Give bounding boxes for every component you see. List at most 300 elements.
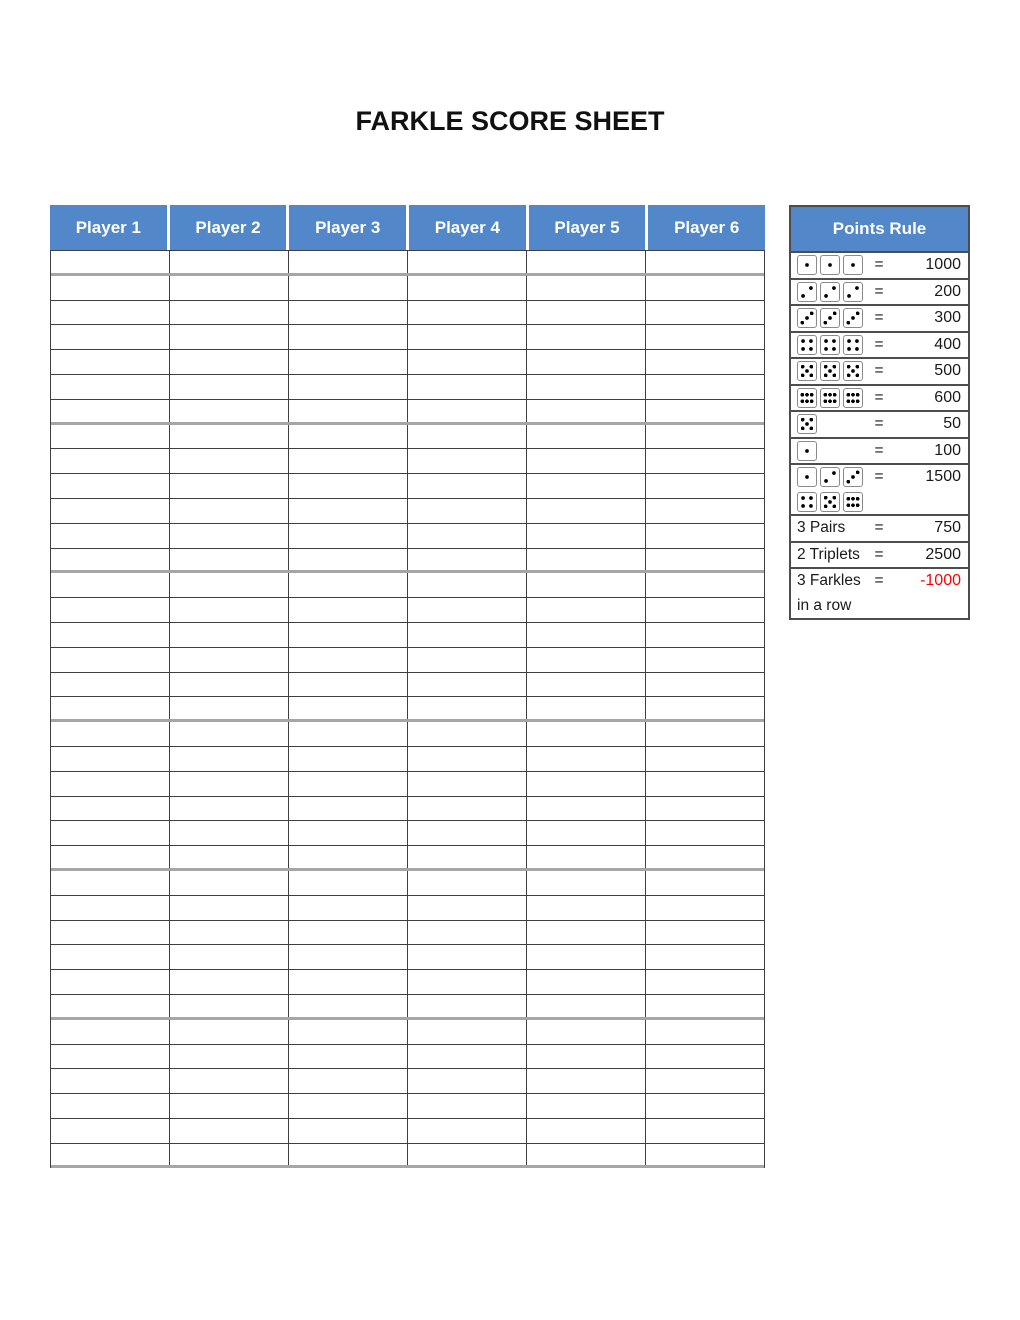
score-cell[interactable] — [646, 1069, 764, 1093]
score-cell[interactable] — [646, 425, 764, 449]
score-cell[interactable] — [408, 350, 527, 374]
die-4-icon — [797, 335, 817, 355]
score-cell[interactable] — [408, 474, 527, 498]
score-cell[interactable] — [51, 747, 170, 771]
score-cell[interactable] — [527, 449, 646, 473]
score-cell[interactable] — [527, 549, 646, 571]
score-cell[interactable] — [289, 896, 408, 920]
score-cell[interactable] — [408, 524, 527, 548]
score-cell[interactable] — [408, 1069, 527, 1093]
points-value: 200 — [934, 282, 961, 300]
score-cell[interactable] — [408, 846, 527, 868]
score-cell[interactable] — [527, 722, 646, 746]
score-cell[interactable] — [408, 301, 527, 325]
score-cell[interactable] — [408, 425, 527, 449]
score-cell[interactable] — [527, 747, 646, 771]
score-cell[interactable] — [51, 276, 170, 300]
score-cell[interactable] — [289, 970, 408, 994]
score-cell[interactable] — [408, 1020, 527, 1044]
score-cell[interactable] — [408, 449, 527, 473]
score-cell[interactable] — [289, 797, 408, 821]
score-cell[interactable] — [289, 375, 408, 399]
score-cell[interactable] — [51, 722, 170, 746]
score-cell[interactable] — [170, 400, 289, 422]
score-cell[interactable] — [646, 945, 764, 969]
equals-sign: = — [874, 388, 884, 406]
score-cell[interactable] — [170, 474, 289, 498]
score-cell[interactable] — [289, 400, 408, 422]
score-cell[interactable] — [527, 400, 646, 422]
score-cell[interactable] — [646, 995, 764, 1017]
equals-sign: = — [874, 309, 884, 326]
die-4-icon — [797, 492, 817, 512]
score-cell[interactable] — [170, 896, 289, 920]
score-cell[interactable] — [170, 375, 289, 399]
column-header-player-3: Player 3 — [289, 205, 406, 250]
die-6-icon — [843, 388, 863, 408]
score-cell[interactable] — [646, 673, 764, 697]
score-cell[interactable] — [51, 350, 170, 374]
dice-line — [797, 280, 866, 305]
score-cell[interactable] — [527, 1144, 646, 1166]
score-cell[interactable] — [170, 623, 289, 647]
score-cell[interactable] — [646, 350, 764, 374]
score-cell[interactable] — [170, 921, 289, 945]
score-cell[interactable] — [170, 573, 289, 597]
score-cell[interactable] — [51, 499, 170, 523]
score-row — [51, 871, 764, 896]
score-cell[interactable] — [646, 623, 764, 647]
score-cell[interactable] — [646, 524, 764, 548]
dice-line — [797, 333, 866, 358]
column-header-player-6: Player 6 — [648, 205, 765, 250]
score-cell[interactable] — [408, 797, 527, 821]
score-cell[interactable] — [51, 648, 170, 672]
score-cell[interactable] — [527, 1094, 646, 1118]
score-cell[interactable] — [289, 325, 408, 349]
score-cell[interactable] — [646, 722, 764, 746]
score-row — [51, 697, 764, 722]
score-cell[interactable] — [527, 1069, 646, 1093]
score-row — [51, 425, 764, 450]
score-cell[interactable] — [408, 945, 527, 969]
die-1-icon — [843, 255, 863, 275]
score-cell[interactable] — [646, 1144, 764, 1166]
score-cell[interactable] — [408, 648, 527, 672]
score-cell[interactable] — [51, 772, 170, 796]
score-cell[interactable] — [51, 1119, 170, 1143]
score-cell[interactable] — [51, 921, 170, 945]
points-value: 400 — [934, 335, 961, 353]
score-cell[interactable] — [646, 251, 764, 273]
score-cell[interactable] — [289, 846, 408, 868]
score-cell[interactable] — [527, 499, 646, 523]
score-cell[interactable] — [527, 1020, 646, 1044]
score-cell[interactable] — [646, 400, 764, 422]
score-cell[interactable] — [170, 499, 289, 523]
score-cell[interactable] — [408, 747, 527, 771]
score-cell[interactable] — [527, 325, 646, 349]
score-cell[interactable] — [170, 598, 289, 622]
die-4-icon — [843, 335, 863, 355]
points-value: 2500 — [925, 545, 961, 563]
score-cell[interactable] — [289, 1119, 408, 1143]
score-cell[interactable] — [646, 871, 764, 895]
score-row — [51, 995, 764, 1020]
dice-line — [797, 439, 866, 464]
score-cell[interactable] — [51, 1094, 170, 1118]
score-cell[interactable] — [170, 648, 289, 672]
score-cell[interactable] — [170, 1069, 289, 1093]
score-cell[interactable] — [408, 970, 527, 994]
score-cell[interactable] — [646, 896, 764, 920]
score-cell[interactable] — [527, 648, 646, 672]
score-cell[interactable] — [527, 598, 646, 622]
score-row — [51, 549, 764, 574]
score-cell[interactable] — [170, 871, 289, 895]
dice-combination — [797, 359, 866, 384]
score-cell[interactable] — [289, 425, 408, 449]
points-value: 100 — [934, 441, 961, 459]
die-6-icon — [820, 388, 840, 408]
die-5-icon — [797, 414, 817, 434]
points-rule-row — [791, 514, 968, 541]
score-cell[interactable] — [289, 301, 408, 325]
score-cell[interactable] — [170, 325, 289, 349]
score-cell[interactable] — [289, 623, 408, 647]
die-3-icon — [797, 308, 817, 328]
score-cell[interactable] — [646, 325, 764, 349]
dice-line — [797, 386, 866, 411]
score-cell[interactable] — [51, 573, 170, 597]
score-cell[interactable] — [527, 797, 646, 821]
score-cell[interactable] — [51, 1020, 170, 1044]
score-cell[interactable] — [527, 573, 646, 597]
score-cell[interactable] — [646, 821, 764, 845]
score-cell[interactable] — [289, 722, 408, 746]
die-2-icon — [820, 282, 840, 302]
points-rule-row — [791, 304, 968, 331]
score-cell[interactable] — [408, 623, 527, 647]
score-cell[interactable] — [527, 673, 646, 697]
score-cell[interactable] — [646, 1045, 764, 1069]
rule-label: 3 Farkles in a row — [797, 572, 861, 614]
score-cell[interactable] — [527, 524, 646, 548]
score-row — [51, 301, 764, 326]
score-cell[interactable] — [527, 921, 646, 945]
score-cell[interactable] — [408, 251, 527, 273]
score-cell[interactable] — [408, 400, 527, 422]
score-cell[interactable] — [51, 623, 170, 647]
score-cell[interactable] — [646, 797, 764, 821]
score-cell[interactable] — [408, 673, 527, 697]
score-cell[interactable] — [646, 474, 764, 498]
score-row — [51, 797, 764, 822]
score-cell[interactable] — [289, 598, 408, 622]
score-cell[interactable] — [646, 648, 764, 672]
score-cell[interactable] — [289, 1069, 408, 1093]
die-1-icon — [820, 255, 840, 275]
score-cell[interactable] — [527, 697, 646, 719]
score-cell[interactable] — [51, 1045, 170, 1069]
column-header-player-5: Player 5 — [529, 205, 646, 250]
score-cell[interactable] — [51, 1069, 170, 1093]
score-cell[interactable] — [646, 499, 764, 523]
die-6-icon — [843, 492, 863, 512]
score-cell[interactable] — [170, 276, 289, 300]
score-cell[interactable] — [170, 449, 289, 473]
score-cell[interactable] — [408, 573, 527, 597]
score-cell[interactable] — [170, 772, 289, 796]
score-cell[interactable] — [646, 1119, 764, 1143]
equals-sign: = — [874, 362, 884, 379]
score-cell[interactable] — [170, 1144, 289, 1166]
score-cell[interactable] — [646, 276, 764, 300]
score-cell[interactable] — [51, 896, 170, 920]
column-header-player-2: Player 2 — [170, 205, 287, 250]
score-cell[interactable] — [51, 549, 170, 571]
score-cell[interactable] — [408, 821, 527, 845]
points-rule-row — [791, 437, 968, 464]
score-cell[interactable] — [527, 623, 646, 647]
score-cell[interactable] — [51, 970, 170, 994]
equals-sign: = — [874, 572, 884, 589]
score-cell[interactable] — [289, 1045, 408, 1069]
score-cell[interactable] — [527, 945, 646, 969]
score-cell[interactable] — [527, 1045, 646, 1069]
score-cell[interactable] — [527, 896, 646, 920]
score-cell[interactable] — [51, 251, 170, 273]
score-cell[interactable] — [51, 598, 170, 622]
score-row — [51, 623, 764, 648]
score-cell[interactable] — [289, 945, 408, 969]
score-row — [51, 598, 764, 623]
die-4-icon — [820, 335, 840, 355]
score-cell[interactable] — [170, 673, 289, 697]
score-cell[interactable] — [170, 722, 289, 746]
score-cell[interactable] — [289, 251, 408, 273]
score-cell[interactable] — [51, 673, 170, 697]
equals-sign: = — [874, 415, 884, 432]
score-cell[interactable] — [527, 970, 646, 994]
score-cell[interactable] — [408, 896, 527, 920]
score-cell[interactable] — [408, 1094, 527, 1118]
die-5-icon — [820, 492, 840, 512]
score-cell[interactable] — [408, 871, 527, 895]
dice-line — [797, 306, 866, 331]
score-cell[interactable] — [170, 251, 289, 273]
score-cell[interactable] — [170, 945, 289, 969]
score-cell[interactable] — [646, 549, 764, 571]
equals-sign: = — [874, 545, 884, 563]
score-cell[interactable] — [646, 375, 764, 399]
score-cell[interactable] — [408, 1144, 527, 1166]
score-cell[interactable] — [170, 1119, 289, 1143]
score-row — [51, 673, 764, 698]
score-cell[interactable] — [289, 499, 408, 523]
score-cell[interactable] — [646, 747, 764, 771]
score-cell[interactable] — [289, 350, 408, 374]
dice-combination — [797, 253, 866, 278]
score-cell[interactable] — [51, 301, 170, 325]
score-row — [51, 1069, 764, 1094]
score-cell[interactable] — [527, 276, 646, 300]
score-cell[interactable] — [527, 251, 646, 273]
score-cell[interactable] — [646, 598, 764, 622]
score-cell[interactable] — [289, 772, 408, 796]
score-cell[interactable] — [170, 301, 289, 325]
score-cell[interactable] — [170, 821, 289, 845]
score-cell[interactable] — [289, 1144, 408, 1166]
score-cell[interactable] — [51, 697, 170, 719]
score-cell[interactable] — [170, 1094, 289, 1118]
die-2-icon — [843, 282, 863, 302]
score-cell[interactable] — [289, 648, 408, 672]
rule-label: 2 Triplets — [797, 545, 860, 563]
score-cell[interactable] — [289, 995, 408, 1017]
score-cell[interactable] — [408, 375, 527, 399]
score-cell[interactable] — [170, 549, 289, 571]
score-cell[interactable] — [289, 524, 408, 548]
score-cell[interactable] — [170, 524, 289, 548]
score-cell[interactable] — [408, 921, 527, 945]
score-cell[interactable] — [289, 1094, 408, 1118]
score-cell[interactable] — [646, 573, 764, 597]
score-cell[interactable] — [170, 1020, 289, 1044]
score-row — [51, 573, 764, 598]
score-row — [51, 747, 764, 772]
score-cell[interactable] — [170, 425, 289, 449]
die-5-icon — [843, 361, 863, 381]
score-table — [50, 205, 765, 1168]
score-cell[interactable] — [408, 598, 527, 622]
column-header-player-1: Player 1 — [50, 205, 167, 250]
equals-sign: = — [874, 519, 884, 536]
points-rule-row — [791, 463, 968, 514]
score-cell[interactable] — [527, 301, 646, 325]
score-cell[interactable] — [51, 995, 170, 1017]
score-cell[interactable] — [408, 549, 527, 571]
score-cell[interactable] — [527, 846, 646, 868]
score-cell[interactable] — [289, 276, 408, 300]
score-row — [51, 945, 764, 970]
score-row — [51, 524, 764, 549]
score-cell[interactable] — [646, 301, 764, 325]
score-cell[interactable] — [408, 722, 527, 746]
score-cell[interactable] — [289, 1020, 408, 1044]
score-cell[interactable] — [170, 995, 289, 1017]
score-row — [51, 325, 764, 350]
score-cell[interactable] — [527, 821, 646, 845]
score-cell[interactable] — [170, 747, 289, 771]
score-cell[interactable] — [527, 375, 646, 399]
score-cell[interactable] — [646, 697, 764, 719]
score-cell[interactable] — [527, 350, 646, 374]
score-cell[interactable] — [51, 524, 170, 548]
score-cell[interactable] — [527, 995, 646, 1017]
score-cell[interactable] — [51, 846, 170, 868]
score-cell[interactable] — [408, 1119, 527, 1143]
die-1-icon — [797, 441, 817, 461]
score-cell[interactable] — [51, 474, 170, 498]
score-cell[interactable] — [646, 846, 764, 868]
score-cell[interactable] — [646, 1094, 764, 1118]
score-cell[interactable] — [51, 1144, 170, 1166]
score-row — [51, 276, 764, 301]
equals-sign: = — [874, 335, 884, 353]
score-cell[interactable] — [527, 1119, 646, 1143]
points-rule-row — [791, 357, 968, 384]
equals-sign: = — [874, 256, 884, 273]
score-cell[interactable] — [646, 772, 764, 796]
score-cell[interactable] — [170, 797, 289, 821]
score-cell[interactable] — [51, 325, 170, 349]
score-cell[interactable] — [646, 1020, 764, 1044]
score-cell[interactable] — [646, 970, 764, 994]
die-2-icon — [820, 467, 840, 487]
score-cell[interactable] — [51, 425, 170, 449]
score-cell[interactable] — [408, 1045, 527, 1069]
column-header-player-4: Player 4 — [409, 205, 526, 250]
score-cell[interactable] — [51, 400, 170, 422]
score-cell[interactable] — [289, 573, 408, 597]
points-rule-row — [791, 410, 968, 437]
score-row — [51, 375, 764, 400]
score-cell[interactable] — [51, 821, 170, 845]
score-cell[interactable] — [170, 697, 289, 719]
score-cell[interactable] — [527, 474, 646, 498]
score-cell[interactable] — [51, 797, 170, 821]
score-table-body — [50, 250, 765, 1168]
score-cell[interactable] — [289, 921, 408, 945]
score-cell[interactable] — [170, 846, 289, 868]
score-cell[interactable] — [51, 375, 170, 399]
score-cell[interactable] — [289, 549, 408, 571]
score-cell[interactable] — [51, 449, 170, 473]
score-cell[interactable] — [646, 449, 764, 473]
score-cell[interactable] — [289, 673, 408, 697]
dice-line — [797, 490, 866, 515]
score-row — [51, 722, 764, 747]
score-cell[interactable] — [527, 425, 646, 449]
score-cell[interactable] — [527, 871, 646, 895]
score-cell[interactable] — [289, 747, 408, 771]
score-cell[interactable] — [408, 995, 527, 1017]
score-cell[interactable] — [408, 276, 527, 300]
score-cell[interactable] — [408, 499, 527, 523]
score-cell[interactable] — [646, 921, 764, 945]
score-cell[interactable] — [527, 772, 646, 796]
score-cell[interactable] — [408, 772, 527, 796]
score-cell[interactable] — [170, 350, 289, 374]
score-cell[interactable] — [170, 1045, 289, 1069]
dice-combination — [797, 306, 866, 331]
points-rule-row — [791, 331, 968, 358]
points-rule-row — [791, 278, 968, 305]
score-cell[interactable] — [51, 871, 170, 895]
equals-sign: = — [874, 282, 884, 300]
score-cell[interactable] — [51, 945, 170, 969]
score-cell[interactable] — [408, 697, 527, 719]
score-cell[interactable] — [408, 325, 527, 349]
score-cell[interactable] — [289, 697, 408, 719]
score-cell[interactable] — [289, 821, 408, 845]
points-rule-panel — [789, 205, 970, 620]
score-cell[interactable] — [170, 970, 289, 994]
score-cell[interactable] — [289, 474, 408, 498]
score-cell[interactable] — [289, 449, 408, 473]
score-cell[interactable] — [289, 871, 408, 895]
